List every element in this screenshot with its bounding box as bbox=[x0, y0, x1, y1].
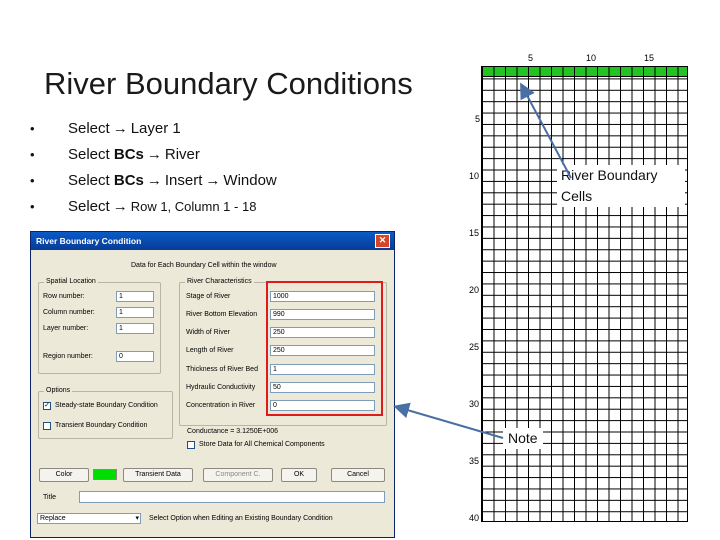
region-number-field[interactable]: 0 bbox=[116, 351, 154, 362]
select-value: Replace bbox=[40, 515, 66, 522]
slide-title: River Boundary Conditions bbox=[44, 66, 413, 101]
row-tick-label: 40 bbox=[469, 513, 480, 523]
concentration-in-river-field[interactable]: 0 bbox=[270, 400, 375, 411]
river-field-label: Thickness of River Bed bbox=[186, 366, 258, 373]
cancel-button[interactable]: Cancel bbox=[331, 468, 385, 482]
column-number-label: Column number: bbox=[43, 309, 95, 316]
hydraulic-conductivity-field[interactable]: 50 bbox=[270, 382, 375, 393]
group-label: Spatial Location bbox=[46, 278, 96, 285]
bullet-text: Select bbox=[68, 120, 110, 137]
arrow-icon: → bbox=[112, 120, 128, 137]
row-tick-label: 5 bbox=[475, 114, 481, 124]
row-tick-label: 20 bbox=[469, 285, 480, 295]
row-tick-label: 30 bbox=[469, 399, 480, 409]
dialog-title: River Boundary Condition bbox=[36, 236, 142, 246]
thickness-of-river-bed-field[interactable]: 1 bbox=[270, 364, 375, 375]
row-number-field[interactable]: 1 bbox=[116, 291, 154, 302]
bullet-dot: • bbox=[30, 147, 35, 162]
river-field-label: Stage of River bbox=[186, 293, 231, 300]
store-all-components-label: Store Data for All Chemical Components bbox=[199, 441, 325, 448]
bullet-dot: • bbox=[30, 199, 35, 214]
bullet-text: River bbox=[164, 146, 200, 163]
col-tick-label: 15 bbox=[644, 53, 655, 63]
bullet-text: Select bbox=[68, 146, 110, 163]
river-field-label: Width of River bbox=[186, 329, 230, 336]
river-cells-callout: River Boundary Cells bbox=[557, 165, 685, 207]
title-label: Title bbox=[43, 494, 56, 501]
color-button[interactable]: Color bbox=[39, 468, 89, 482]
bullet-text: BCs bbox=[113, 172, 144, 189]
width-of-river-field[interactable]: 250 bbox=[270, 327, 375, 338]
arrow-to-concentration-field bbox=[397, 407, 503, 438]
note-callout: Note bbox=[503, 428, 543, 449]
group-label: River Characteristics bbox=[187, 278, 252, 285]
row-tick-label: 15 bbox=[469, 228, 480, 238]
bullet-dot: • bbox=[30, 121, 35, 136]
arrow-icon: → bbox=[112, 198, 128, 215]
arrow-icon: → bbox=[146, 172, 162, 189]
river-bottom-elevation-field[interactable]: 990 bbox=[270, 309, 375, 320]
steady-state-checkbox[interactable]: ✓ bbox=[44, 402, 50, 409]
arrow-to-boundary-cells bbox=[522, 86, 571, 178]
dialog-header: Data for Each Boundary Cell within the window bbox=[131, 262, 277, 269]
row-tick-label: 35 bbox=[469, 456, 480, 466]
bullet-dot: • bbox=[30, 173, 35, 188]
transient-data-button[interactable]: Transient Data bbox=[123, 468, 193, 482]
arrow-icon: → bbox=[205, 172, 221, 189]
row-tick-label: 10 bbox=[469, 171, 480, 181]
stage-of-river-field[interactable]: 1000 bbox=[270, 291, 375, 302]
component-button[interactable]: Component C. bbox=[203, 468, 273, 482]
length-of-river-field[interactable]: 250 bbox=[270, 345, 375, 356]
river-field-label: Length of River bbox=[186, 347, 234, 354]
bullet-text: Select bbox=[68, 198, 110, 215]
river-field-label: River Bottom Elevation bbox=[186, 311, 258, 318]
bullet-text: BCs bbox=[113, 146, 144, 163]
chevron-down-icon: ▾ bbox=[135, 515, 139, 522]
transient-label: Transient Boundary Condition bbox=[55, 422, 148, 429]
layer-number-field[interactable]: 1 bbox=[116, 323, 154, 334]
layer-number-label: Layer number: bbox=[43, 325, 89, 332]
arrow-icon: → bbox=[146, 146, 162, 163]
row-number-label: Row number: bbox=[43, 293, 85, 300]
row-tick-label: 25 bbox=[469, 342, 480, 352]
bullet-text: Layer 1 bbox=[130, 120, 181, 137]
ok-button[interactable]: OK bbox=[281, 468, 317, 482]
column-number-field[interactable]: 1 bbox=[116, 307, 154, 318]
col-tick-label: 5 bbox=[528, 53, 534, 63]
group-label: Options bbox=[46, 387, 71, 394]
bullet-text: Row 1, Column 1 - 18 bbox=[130, 199, 257, 214]
col-tick-label: 10 bbox=[586, 53, 597, 63]
bullet-text: Select bbox=[68, 172, 110, 189]
select-hint: Select Option when Editing an Existing Boundary Condition bbox=[149, 515, 333, 522]
river-field-label: Hydraulic Conductivity bbox=[186, 384, 256, 391]
steady-state-label: Steady-state Boundary Condition bbox=[55, 402, 158, 409]
close-icon[interactable]: ✕ bbox=[375, 234, 390, 248]
bullet-text: Window bbox=[223, 172, 277, 189]
bullet-text: Insert bbox=[164, 172, 203, 189]
region-number-label: Region number: bbox=[43, 353, 93, 360]
conductance-readout: Conductance = 3.1250E+006 bbox=[187, 428, 279, 435]
river-field-label: Concentration in River bbox=[186, 402, 256, 409]
